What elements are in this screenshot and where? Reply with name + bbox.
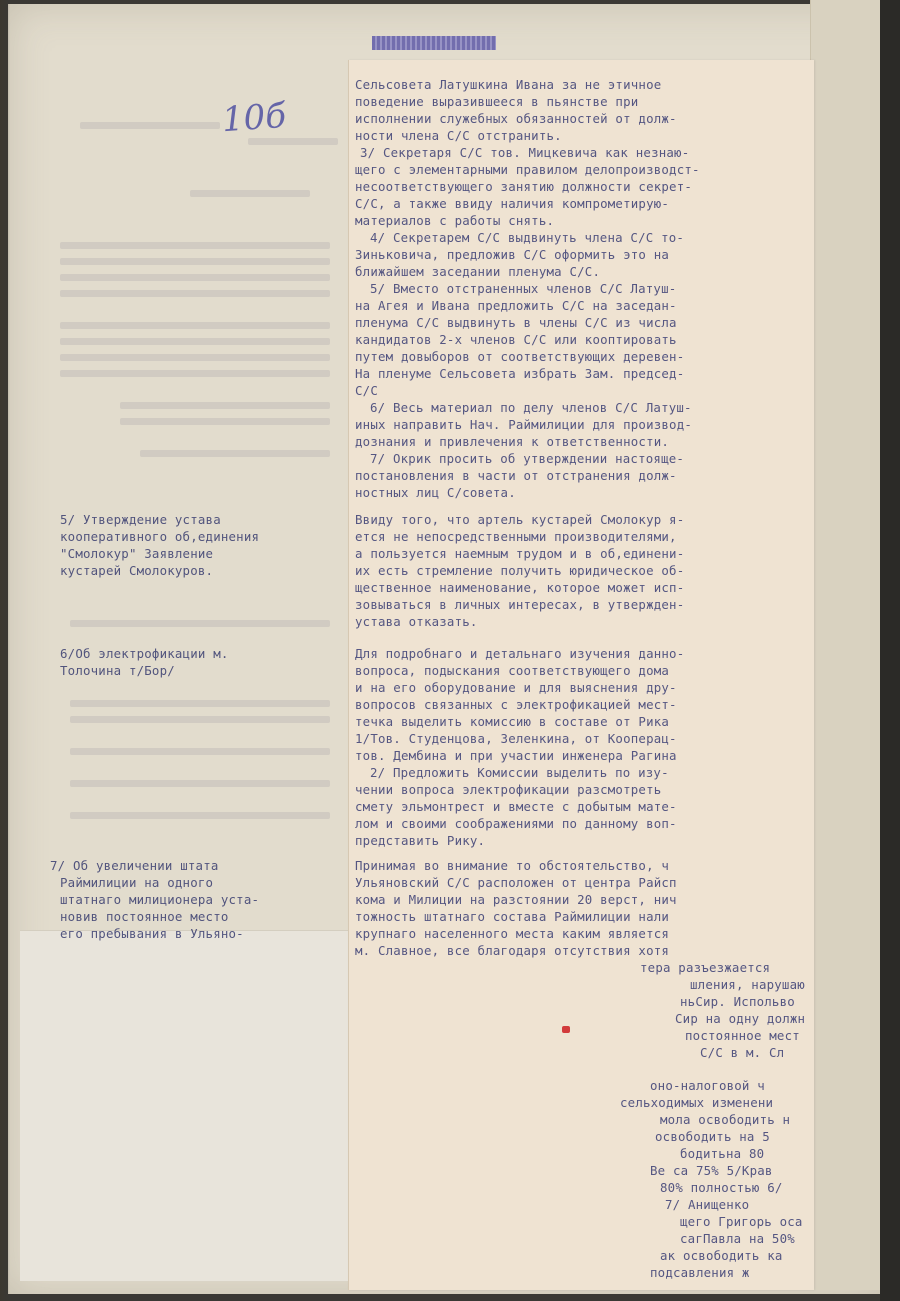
item-title-line: "Смолокур" Заявление [60,546,214,561]
text-line: щего с элементарными правилом делопроизводст- [355,162,700,177]
text-line: 6/ Весь материал по делу членов С/С Латуш- [370,400,692,415]
item-text-line: тожность штатнаго состава Раймилиции нали [355,909,670,924]
text-line: 4/ Секретарем С/С выдвинуть члена С/С то- [370,230,685,245]
fragment-line: ак освободить ка [660,1248,783,1263]
item-text-line: вопроса, подыскания соответствующего дома [355,663,670,678]
item-text-line: устава отказать. [355,614,478,629]
item-title-line: 5/ Утверждение устава [60,512,221,527]
text-line: С/С, а также ввиду наличия компрометирую- [355,196,670,211]
text-line: несоответствующего занятию должности секрет- [355,179,693,194]
binding-shadow [0,0,10,1301]
fragment-line: сагПавла на 50% [680,1231,795,1246]
text-line: 3/ Секретаря С/С тов. Мицкевича как незнаю- [360,145,690,160]
stamp-mark-top [372,36,496,50]
item-title-line: 6/Об электрофикации м. [60,646,229,661]
item-text-line: постоянное мест [685,1028,800,1043]
fragment-line: подсавления ж [650,1265,750,1280]
text-line: ности члена С/С отстранить. [355,128,562,143]
red-ink-mark [562,1026,570,1033]
text-line: на Агея и Ивана предложить С/С на заседан- [355,298,677,313]
item-text-line: 2/ Предложить Комиссии выделить по изу- [370,765,669,780]
text-line: постановления в части от отстранения долж- [355,468,677,483]
item-title-line: Раймилиции на одного [60,875,214,890]
item-text-line: шления, нарушаю [690,977,805,992]
text-line: дознания и привлечения к ответственности. [355,434,670,449]
item-title-line: новив постоянное место [60,909,229,924]
text-line: 5/ Вместо отстраненных членов С/С Латуш- [370,281,677,296]
fragment-line: 7/ Анищенко [665,1197,750,1212]
fragment-line: мола освободить н [660,1112,791,1127]
item-text-line: тов. Дембина и при участии инженера Рагина [355,748,677,763]
fragment-line: сельходимых изменени [620,1095,774,1110]
text-line: ностных лиц С/совета. [355,485,516,500]
fragment-line: оно-налоговой ч [650,1078,765,1093]
item-text-line: и на его оборудование и для выяснения дру- [355,680,677,695]
text-line: поведение выразившееся в пьянстве при [355,94,639,109]
fragment-line: Ве са 75% 5/Крав [650,1163,773,1178]
item-title-line: Толочина т/Бор/ [60,663,175,678]
text-line: исполнении служебных обязанностей от долж- [355,111,677,126]
item-text-line: Принимая во внимание то обстоятельство, ч [355,858,670,873]
scan-border [880,0,900,1301]
item-text-line: смету эльмонтрест и вместе с добытым мате- [355,799,677,814]
fragment-line: освободить на 5 [655,1129,770,1144]
text-line: На пленуме Сельсовета избрать Зам. председ- [355,366,685,381]
item-text-line: м. Славное, все благодаря отсутствия хотя [355,943,670,958]
item-title-line: его пребывания в Ульяно- [60,926,244,941]
item-text-line: лом и своими соображениями по данному воп- [355,816,677,831]
text-line: С/С [355,383,378,398]
item-text-line: зовываться в личных интересах, в утвержден- [355,597,685,612]
fragment-line: щего Григорь оса [680,1214,803,1229]
item-title-line: 7/ Об увеличении штата [50,858,219,873]
item-text-line: течка выделить комиссию в составе от Рика [355,714,670,729]
item-text-line: тера разъезжается [640,960,771,975]
item-text-line: Для подробнаго и детальнаго изучения данно- [355,646,685,661]
item-text-line: кома и Милиции на разстоянии 20 верст, нич [355,892,677,907]
text-line: ближайшем заседании пленума С/С. [355,264,601,279]
item-text-line: их есть стремление получить юридическое об- [355,563,685,578]
item-text-line: С/С в м. Сл [700,1045,785,1060]
text-line: 7/ Окрик просить об утверждении настояще- [370,451,685,466]
item-text-line: Ввиду того, что артель кустарей Смолокур я- [355,512,685,527]
text-line: Сельсовета Латушкина Ивана за не этичное [355,77,662,92]
item-title-line: штатнаго милиционера уста- [60,892,260,907]
item-text-line: представить Рику. [355,833,486,848]
underlying-page-edge [810,0,891,1290]
page-number: 10б [220,95,288,141]
item-text-line: Ульяновский С/С расположен от центра Райсп [355,875,677,890]
item-text-line: чении вопроса электрофикации разсмотреть [355,782,662,797]
item-text-line: вопросов связанных с электрофикацией мест- [355,697,677,712]
item-text-line: щественное наименование, которое может исп- [355,580,685,595]
item-text-line: ньСир. Испольво [680,994,795,1009]
item-title-line: кустарей Смолокуров. [60,563,214,578]
fragment-line: 80% полностью 6/ [660,1180,783,1195]
item-title-line: кооперативного об,единения [60,529,260,544]
text-line: путем довыборов от соответствующих деревен- [355,349,685,364]
item-text-line: крупнаго населенного места каким является [355,926,670,941]
text-line: материалов с работы снять. [355,213,555,228]
item-text-line: а пользуется наемным трудом и в об,единени- [355,546,685,561]
fragment-line: бодитьна 80 [680,1146,765,1161]
text-line: иных направить Нач. Раймилиции для производ- [355,417,693,432]
item-text-line: ется не непосредственными производителями, [355,529,677,544]
item-text-line: 1/Тов. Студенцова, Зеленкина, от Кооперац- [355,731,677,746]
text-line: кандидатов 2-х членов С/С или кооптировать [355,332,677,347]
item-text-line: Сир на одну должн [675,1011,806,1026]
text-line: пленума С/С выдвинуть в члены С/С из числа [355,315,677,330]
text-line: Зиньковича, предложив С/С оформить это на [355,247,670,262]
